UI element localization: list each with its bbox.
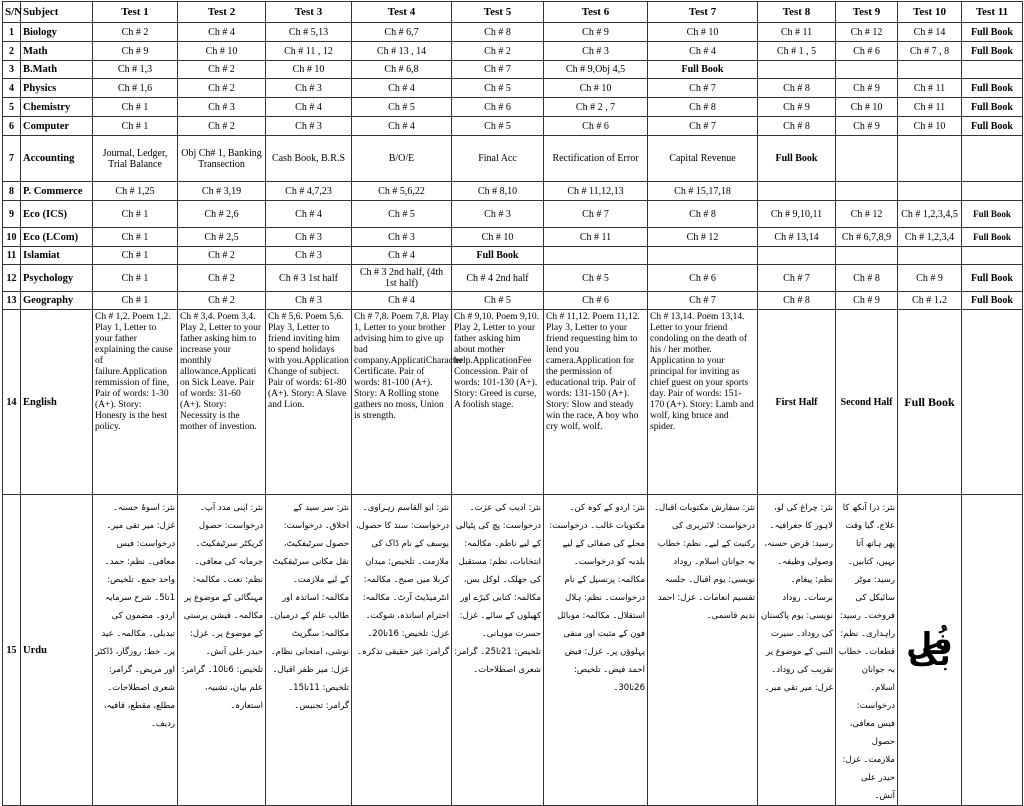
table-cell: Ch # 1,2. Poem 1,2. Play 1, Letter to your father explaining the cause of failure.Application remmission of fine, Pair of words: 1-30 (A+). Story: Honesty is the best policy. [93,310,178,495]
table-cell: Full Book [962,201,1023,228]
table-cell: Ch # 2 [178,292,266,310]
table-cell: Ch # 8 [758,117,836,136]
table-cell [898,182,962,201]
table-cell: Ch # 4 2nd half [452,265,544,292]
table-cell: Ch # 2 [93,23,178,42]
table-cell: Full Book [648,61,758,79]
table-cell: Full Book [962,79,1023,98]
table-cell: Full Book [962,292,1023,310]
table-cell: Ch # 11 , 12 [266,42,352,61]
row-number: 5 [3,98,21,117]
table-cell: Ch # 11,12,13 [544,182,648,201]
table-cell: Ch # 10 [836,98,898,117]
table-cell: Ch # 7 [648,79,758,98]
table-cell: Ch # 4 [352,117,452,136]
table-cell: Ch # 7 [648,117,758,136]
table-cell: Ch # 5,6. Poem 5,6. Play 3, Letter to friend inviting him to spend holidays with you.Application Change of subject. Pair of words: 61-80 (A+). Story: A Slave and Lion. [266,310,352,495]
table-cell: Ch # 8 [836,265,898,292]
table-cell: Ch # 11,12. Poem 11,12. Play 3, Letter to your friend requesting him to lend you camera.Application for the permission of educational trip. Pair of words: 131-150 (A+). Story: Slow and steady win the race, A boy who cry wolf, wolf. [544,310,648,495]
table-cell: Ch # 3 [266,247,352,265]
row-number: 7 [3,136,21,182]
table-cell: Ch # 6,7,8,9 [836,228,898,247]
table-cell: Ch # 7 [452,61,544,79]
table-cell: Ch # 4,7,23 [266,182,352,201]
row-number: 10 [3,228,21,247]
table-cell: Ch # 5 [452,117,544,136]
table-cell: نثر: ابو القاسم زہراوی۔ درخواست: سند کا حصول، یوسف کے نام ڈاک کی ملازمت۔ تلخیص: میدان کربلا میں صبح۔ مکالمہ: انٹرمیڈیٹ آرٹ۔ مکالمہ: احترام اساتذہ، شوکت۔ غزل: تلخیص: 16تا20۔ گرامر: غیر حقیقی تذکرہ۔ [352,495,452,806]
header-test-5: Test 5 [452,2,544,23]
table-cell: Ch # 3 [266,292,352,310]
table-cell: Ch # 2 [452,42,544,61]
table-cell: Capital Revenue [648,136,758,182]
table-cell: Ch # 9 [544,23,648,42]
row-number: 1 [3,23,21,42]
table-cell: Ch # 2,5 [178,228,266,247]
table-cell: Ch # 9,10. Poem 9,10. Play 2, Letter to your father asking him about mother help.ApplicationFee Concession. Pair of words: 101-130 (A+). Story: Greed is curse, A foolish stage. [452,310,544,495]
table-row-p-commerce [3,182,1023,201]
table-row-physics [3,79,1023,98]
table-cell: نثر: اپنی مدد آپ۔ درخواست: حصول کریکٹر سرٹیفکیٹ۔ جرمانہ کی معافی۔ نظم: نعت۔ مکالمہ: مہنگائی کے موضوع پر مکالمہ۔ فیشن پرستی کے موضوع پر۔ غزل: حیدر علی آتش۔ تلخیص: 6تا10۔ گرامر: علم بیان، تشبیہ، استعارہ۔ [178,495,266,806]
table-cell: Ch # 3 2nd half, (4th 1st half) [352,265,452,292]
table-cell [962,136,1023,182]
header-subject: Subject [21,2,93,23]
header-test-7: Test 7 [648,2,758,23]
table-row-bmath [3,61,1023,79]
row-number: 8 [3,182,21,201]
table-cell: Ch # 9 [836,292,898,310]
table-cell: Obj Ch# 1, Banking Transection [178,136,266,182]
table-cell: Ch # 6 [648,265,758,292]
table-cell: Ch # 4 [352,79,452,98]
table-row-urdu [3,495,1023,806]
table-row-eco-ics [3,201,1023,228]
table-cell: Final Acc [452,136,544,182]
table-cell: Ch # 1 [93,201,178,228]
table-cell: نثر: ادیب کی عزت۔ درخواست: پچ کی پٹیالی کے لیے ناظم۔ مکالمہ: انتخابات، نظم: مستقبل کی جھلک۔ لوکل بس، مکالمہ: کتابی کیڑے اور کھیلوں کے سائے۔ غزل: حسرت موہانی۔ تلخیص: 21تا25۔ گرامر: شعری اصطلاحات۔ [452,495,544,806]
table-cell: Ch # 6,7 [352,23,452,42]
table-cell [758,182,836,201]
table-cell [836,136,898,182]
table-cell: Ch # 9 [93,42,178,61]
table-cell: Ch # 1,2,3,4 [898,228,962,247]
table-cell: Ch # 5,13 [266,23,352,42]
table-cell: Ch # 1 , 5 [758,42,836,61]
row-number: 12 [3,265,21,292]
table-cell: Ch # 3 [266,79,352,98]
table-cell: Ch # 6 [544,292,648,310]
table-cell: Ch # 2 [178,117,266,136]
table-cell: Ch # 14 [898,23,962,42]
subject-name: Islamiat [21,247,93,265]
row-number: 3 [3,61,21,79]
header-test-4: Test 4 [352,2,452,23]
table-row-geography [3,292,1023,310]
table-cell [962,182,1023,201]
table-cell: Ch # 2 , 7 [544,98,648,117]
table-cell: Ch # 8 [648,201,758,228]
table-cell: Ch # 4 [352,292,452,310]
subject-name: P. Commerce [21,182,93,201]
row-number: 13 [3,292,21,310]
table-cell [962,310,1023,495]
table-cell [758,247,836,265]
table-cell: Ch # 3,4. Poem 3,4. Play 2, Letter to your father asking him to increase your monthly allowance.Applicati on Sick Leave. Pair of words: 31-60 (A+). Story: Necessity is the mother of investion. [178,310,266,495]
table-cell: Ch # 11 [898,98,962,117]
table-cell [898,61,962,79]
table-cell: Ch # 5 [544,265,648,292]
table-cell: Ch # 1 [93,292,178,310]
table-cell: Ch # 10 [266,61,352,79]
table-cell: First Half [758,310,836,495]
table-cell: Ch # 4 [266,201,352,228]
row-number: 15 [3,495,21,806]
table-cell: Ch # 9 [836,79,898,98]
table-cell: Ch # 13,14 [758,228,836,247]
table-cell: نثر: ذرا آنکھ کا علاج، گیا وقت پھر ہاتھ آتا نہیں، کتابیں۔ رسید: موٹر سائیکل کی فروخت۔ رسید: راہداری۔ نظم: قطعات۔ خطاب بہ جوانان اسلام۔ درخواست: فیس معافی، حصول ملازمت۔ غزل: حیدر علی آتش۔ [836,495,898,806]
table-cell: Rectification of Error [544,136,648,182]
table-cell: Full Book [962,117,1023,136]
table-cell [648,247,758,265]
table-cell: Ch # 1 [93,228,178,247]
table-cell: Ch # 3,19 [178,182,266,201]
table-cell: Journal, Ledger, Trial Balance [93,136,178,182]
header-row [3,2,1023,23]
table-cell: Full Book [962,42,1023,61]
table-cell: Ch # 6,8 [352,61,452,79]
table-row-eco-lcom [3,228,1023,247]
test-schedule-table [2,1,1023,806]
table-cell: Ch # 4 [648,42,758,61]
table-cell [962,247,1023,265]
table-cell: Ch # 11 [898,79,962,98]
table-cell: Ch # 3 [452,201,544,228]
table-cell: Full Book [758,136,836,182]
table-cell: B/O/E [352,136,452,182]
table-cell: Ch # 3 [178,98,266,117]
subject-name: English [21,310,93,495]
table-cell: Ch # 7 , 8 [898,42,962,61]
table-cell: Ch # 6 [544,117,648,136]
table-cell: Ch # 7 [544,201,648,228]
table-cell: Ch # 1,2,3,4,5 [898,201,962,228]
table-cell: Ch # 4 [178,23,266,42]
subject-name: Eco (ICS) [21,201,93,228]
table-cell [962,61,1023,79]
table-cell: Ch # 4 [266,98,352,117]
table-cell [898,247,962,265]
subject-name: Accounting [21,136,93,182]
table-cell: Ch # 3 [266,117,352,136]
header-test-10: Test 10 [898,2,962,23]
table-cell: Second Half [836,310,898,495]
table-cell: Ch # 12 [648,228,758,247]
table-cell: Ch # 2 [178,247,266,265]
table-cell: Ch # 7 [648,292,758,310]
table-cell: Ch # 8 [758,79,836,98]
table-cell: Ch # 1 [93,98,178,117]
table-cell: Cash Book, B.R.S [266,136,352,182]
table-cell: Ch # 11 [758,23,836,42]
header-test-11: Test 11 [962,2,1023,23]
row-number: 11 [3,247,21,265]
table-cell: Ch # 11 [544,228,648,247]
table-cell: نثر: سفارش مکتوبات اقبال۔ درخواست: لائبریری کی رکنیت کے لیے۔ نظم: خطاب بہ جوانان اسلام۔ روداد نویسی: یوم اقبال۔ جلسہ تقسیم انعامات۔ غزل: احمد ندیم قاسمی۔ [648,495,758,806]
table-cell: Ch # 3 1st half [266,265,352,292]
table-row-psychology [3,265,1023,292]
table-cell [836,247,898,265]
subject-name: Urdu [21,495,93,806]
table-cell: Ch # 13 , 14 [352,42,452,61]
table-cell [898,136,962,182]
table-cell: Ch # 15,17,18 [648,182,758,201]
table-cell [758,61,836,79]
table-cell: Ch # 5 [352,201,452,228]
table-cell: Ch # 10 [544,79,648,98]
table-cell: Ch # 9 [836,117,898,136]
header-test-2: Test 2 [178,2,266,23]
table-cell: Ch # 4 [352,247,452,265]
table-cell [836,61,898,79]
table-row-chemistry [3,98,1023,117]
table-cell: Ch # 8 [648,98,758,117]
table-cell: Full Book [962,228,1023,247]
table-cell: Ch # 13,14. Poem 13,14. Letter to your friend condoling on the death of his / her mother. Application to your principal for inviting as chief guest on your sports day. Pair of words: 151-170 (A+). Story: Lamb and wolf, king bruce and spider. [648,310,758,495]
subject-name: Math [21,42,93,61]
table-cell: Ch # 7,8. Poem 7,8. Play 1, Letter to your brother advising him to give up bad company.ApplicatiCharacter Certificate. Pair of words: 81-100 (A+). Story: A Rolling stone gathers no moss, Union is strength. [352,310,452,495]
table-cell: Ch # 1,3 [93,61,178,79]
table-cell: Ch # 1 [93,247,178,265]
table-cell: Ch # 2 [178,61,266,79]
table-cell: Ch # 6 [836,42,898,61]
table-cell: Full Book [962,265,1023,292]
row-number: 2 [3,42,21,61]
table-cell: Ch # 6 [452,98,544,117]
table-cell: نثر: اردو کے کوہ کن۔ مکتوبات غالب۔ درخواست: محلے کی صفائی کے لیے بلدیہ کو درخواست۔ مکالمہ: پرنسپل کے نام درخواست۔ نظم: ہلال استقلال۔ مکالمہ: موبائل فون کے مثبت اور منفی پہلوؤں پر۔ غزل: فیض احمد فیض۔ تلخیص: 26تا30۔ [544,495,648,806]
table-cell: Ch # 10 [178,42,266,61]
table-cell: Full Book [962,98,1023,117]
table-cell: Ch # 10 [648,23,758,42]
table-cell: Ch # 8,10 [452,182,544,201]
subject-name: Psychology [21,265,93,292]
table-cell: Ch # 5,6,22 [352,182,452,201]
table-row-accounting [3,136,1023,182]
subject-name: Biology [21,23,93,42]
table-cell: Ch # 3 [352,228,452,247]
header-test-3: Test 3 [266,2,352,23]
table-cell: Ch # 8 [452,23,544,42]
row-number: 4 [3,79,21,98]
table-cell: Full Book [452,247,544,265]
table-cell: Ch # 9,Obj 4,5 [544,61,648,79]
header-test-6: Test 6 [544,2,648,23]
subject-name: B.Math [21,61,93,79]
table-cell: نثر: چراغ کی لو، لاہور کا جغرافیہ۔ رسید: قرض حسنہ، وصولی وظیفہ۔ نظم: پیغام۔ برسات۔ روداد نویسی: یوم پاکستان کی روداد۔ سیرت النبی کے موضوع پر تقریب کی روداد۔ غزل: میر تقی میر۔ [758,495,836,806]
row-number: 6 [3,117,21,136]
table-cell: فُل بُک [898,495,962,806]
table-cell: Ch # 1،2 [898,292,962,310]
table-cell: Ch # 3 [266,228,352,247]
table-cell: Ch # 7 [758,265,836,292]
table-cell: Ch # 2,6 [178,201,266,228]
table-cell: Ch # 9 [898,265,962,292]
table-cell: Ch # 5 [352,98,452,117]
table-cell: Ch # 2 [178,265,266,292]
subject-name: Physics [21,79,93,98]
header-test-8: Test 8 [758,2,836,23]
table-cell: نثر: سر سید کے اخلاق۔ درخواست: حصول سرٹیفکیٹ، نقل مکانی سرٹیفکیٹ کے لیے ملازمت۔ مکالمہ: اساتذہ اور طالب علم کے درمیان۔ مکالمہ: سگریٹ نوشی، امتحانی نظام۔ غزل: میر ظفر اقبال۔ تلخیص: 11تا15۔ گرامر: تجنیس۔ [266,495,352,806]
row-number: 9 [3,201,21,228]
table-cell: Ch # 5 [452,79,544,98]
table-row-math [3,42,1023,61]
table-cell: Ch # 1 [93,265,178,292]
header-test-1: Test 1 [93,2,178,23]
table-cell: Ch # 3 [544,42,648,61]
table-cell: Full Book [962,23,1023,42]
table-cell: نثر: اسوۂ حسنہ۔ غزل: میر تقی میر۔ درخواست: فیس معافی۔ نظم: حمد۔ واحد جمع۔ تلخیص: 1تا5۔ شرح سرمایہ اردو۔ مضمون کی تبدیلی۔ مکالمہ۔ عید پر۔ خط: روزگار، ڈاکٹر اور مریض۔ گرامر: شعری اصطلاحات۔ مطلع، مقطع، قافیہ، ردیف۔ [93,495,178,806]
table-cell: Ch # 12 [836,23,898,42]
table-cell [962,495,1023,806]
table-cell: Ch # 1,25 [93,182,178,201]
table-row-english [3,310,1023,495]
row-number: 14 [3,310,21,495]
table-cell: Ch # 9 [758,98,836,117]
table-row-computer [3,117,1023,136]
table-cell: Full Book [898,310,962,495]
subject-name: Geography [21,292,93,310]
subject-name: Chemistry [21,98,93,117]
table-cell [836,182,898,201]
table-cell: Ch # 10 [898,117,962,136]
table-cell: Ch # 2 [178,79,266,98]
table-row-biology [3,23,1023,42]
table-cell: Ch # 12 [836,201,898,228]
table-cell: Ch # 5 [452,292,544,310]
subject-name: Computer [21,117,93,136]
table-cell: Ch # 9,10,11 [758,201,836,228]
table-cell: Ch # 1,6 [93,79,178,98]
header-sn: S/N [3,2,21,23]
table-cell [544,247,648,265]
table-row-islamiat [3,247,1023,265]
table-cell: Ch # 8 [758,292,836,310]
table-cell: Ch # 1 [93,117,178,136]
table-cell: Ch # 10 [452,228,544,247]
subject-name: Eco (LCom) [21,228,93,247]
header-test-9: Test 9 [836,2,898,23]
